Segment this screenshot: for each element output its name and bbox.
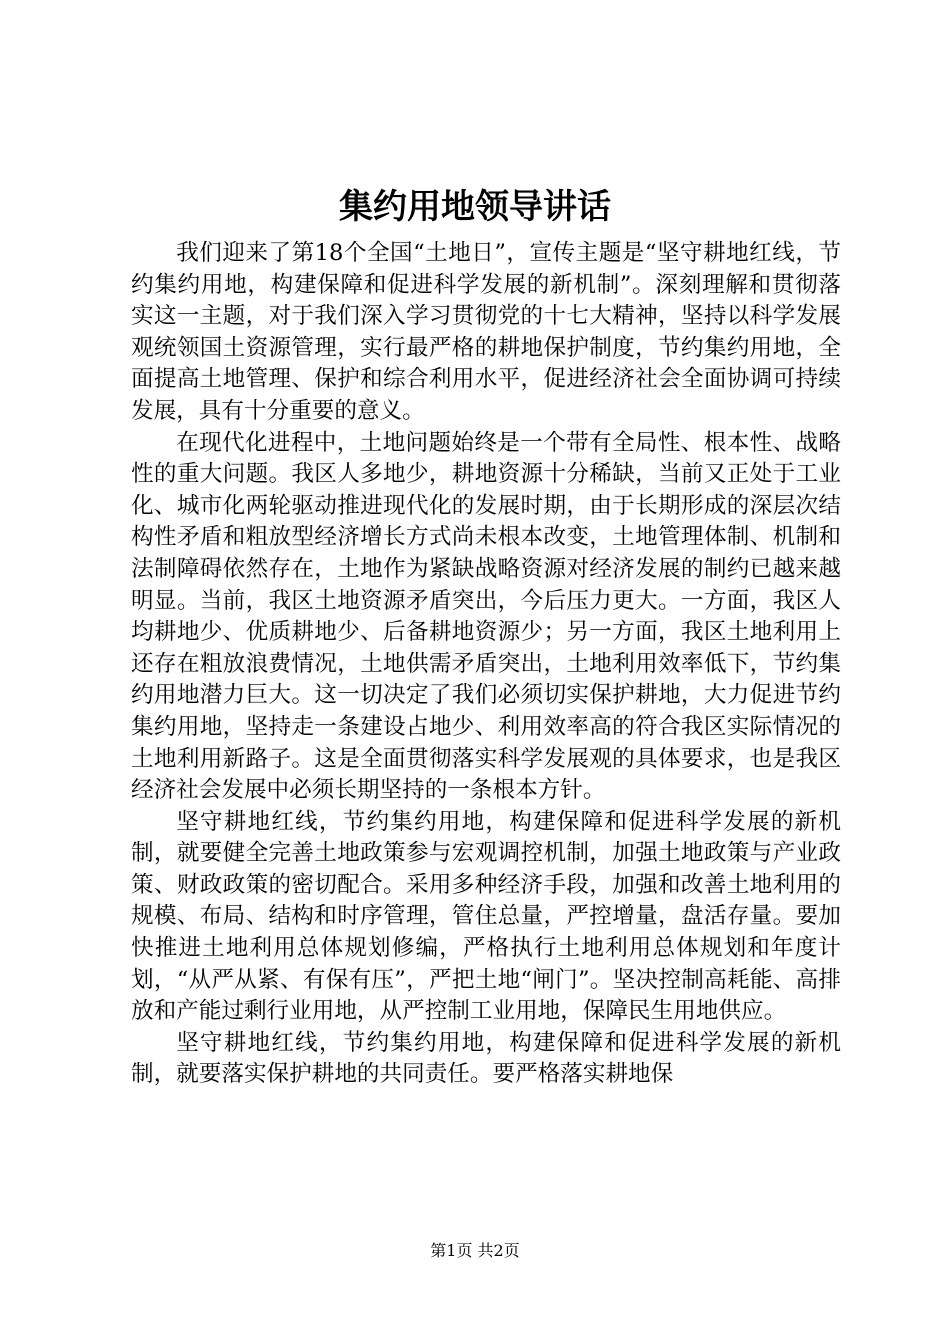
paragraph-3: 坚守耕地红线，节约集约用地，构建保障和促进科学发展的新机制，就要健全完善土地政策参与宏观调控机制，加强土地政策与产业政策、财政政策的密切配合。采用多种经济手段，加强和改善土地利用的规模、布局、结构和时序管理，管住总量，严控增量，盘活存量。要加快推进土地利用总体规划修编，严格执行土地利用总体规划和年度计划，“从严从紧、有保有压”，严把土地“闸门”。坚决控制高耗能、高排放和产能过剩行业用地，从严控制工业用地，保障民生用地供应。 — [131, 808, 841, 1025]
paragraph-1: 我们迎来了第18个全国“土地日”，宣传主题是“坚守耕地红线，节约集约用地，构建保障和促进科学发展的新机制”。深刻理解和贯彻落实这一主题，对于我们深入学习贯彻党的十七大精神，坚持以科学发展观统领国土资源管理，实行最严格的耕地保护制度，节约集约用地，全面提高土地管理、保护和综合利用水平，促进经济社会全面协调可持续发展，具有十分重要的意义。 — [131, 240, 841, 424]
document-title: 集约用地领导讲话 — [339, 187, 611, 227]
paragraph-2: 在现代化进程中，土地问题始终是一个带有全局性、根本性、战略性的重大问题。我区人多地少，耕地资源十分稀缺，当前又正处于工业化、城市化两轮驱动推进现代化的发展时期，由于长期形成的深层次结构性矛盾和粗放型经济增长方式尚未根本改变，土地管理体制、机制和法制障碍依然存在，土地作为紧缺战略资源对经济发展的制约已越来越明显。当前，我区土地资源矛盾突出，今后压力更大。一方面，我区人均耕地少、优质耕地少、后备耕地资源少；另一方面，我区土地利用上还存在粗放浪费情况，土地供需矛盾突出，土地利用效率低下，节约集约用地潜力巨大。这一切决定了我们必须切实保护耕地，大力促进节约集约用地，坚持走一条建设占地少、利用效率高的符合我区实际情况的土地利用新路子。这是全面贯彻落实科学发展观的具体要求，也是我区经济社会发展中必须长期坚持的一条根本方针。 — [131, 429, 841, 804]
document-body — [131, 238, 841, 1091]
paragraph-4: 坚守耕地红线，节约集约用地，构建保障和促进科学发展的新机制，就要落实保护耕地的共同责任。要严格落实耕地保 — [131, 1029, 841, 1088]
page-footer: 第1页 共2页 — [430, 1241, 520, 1260]
